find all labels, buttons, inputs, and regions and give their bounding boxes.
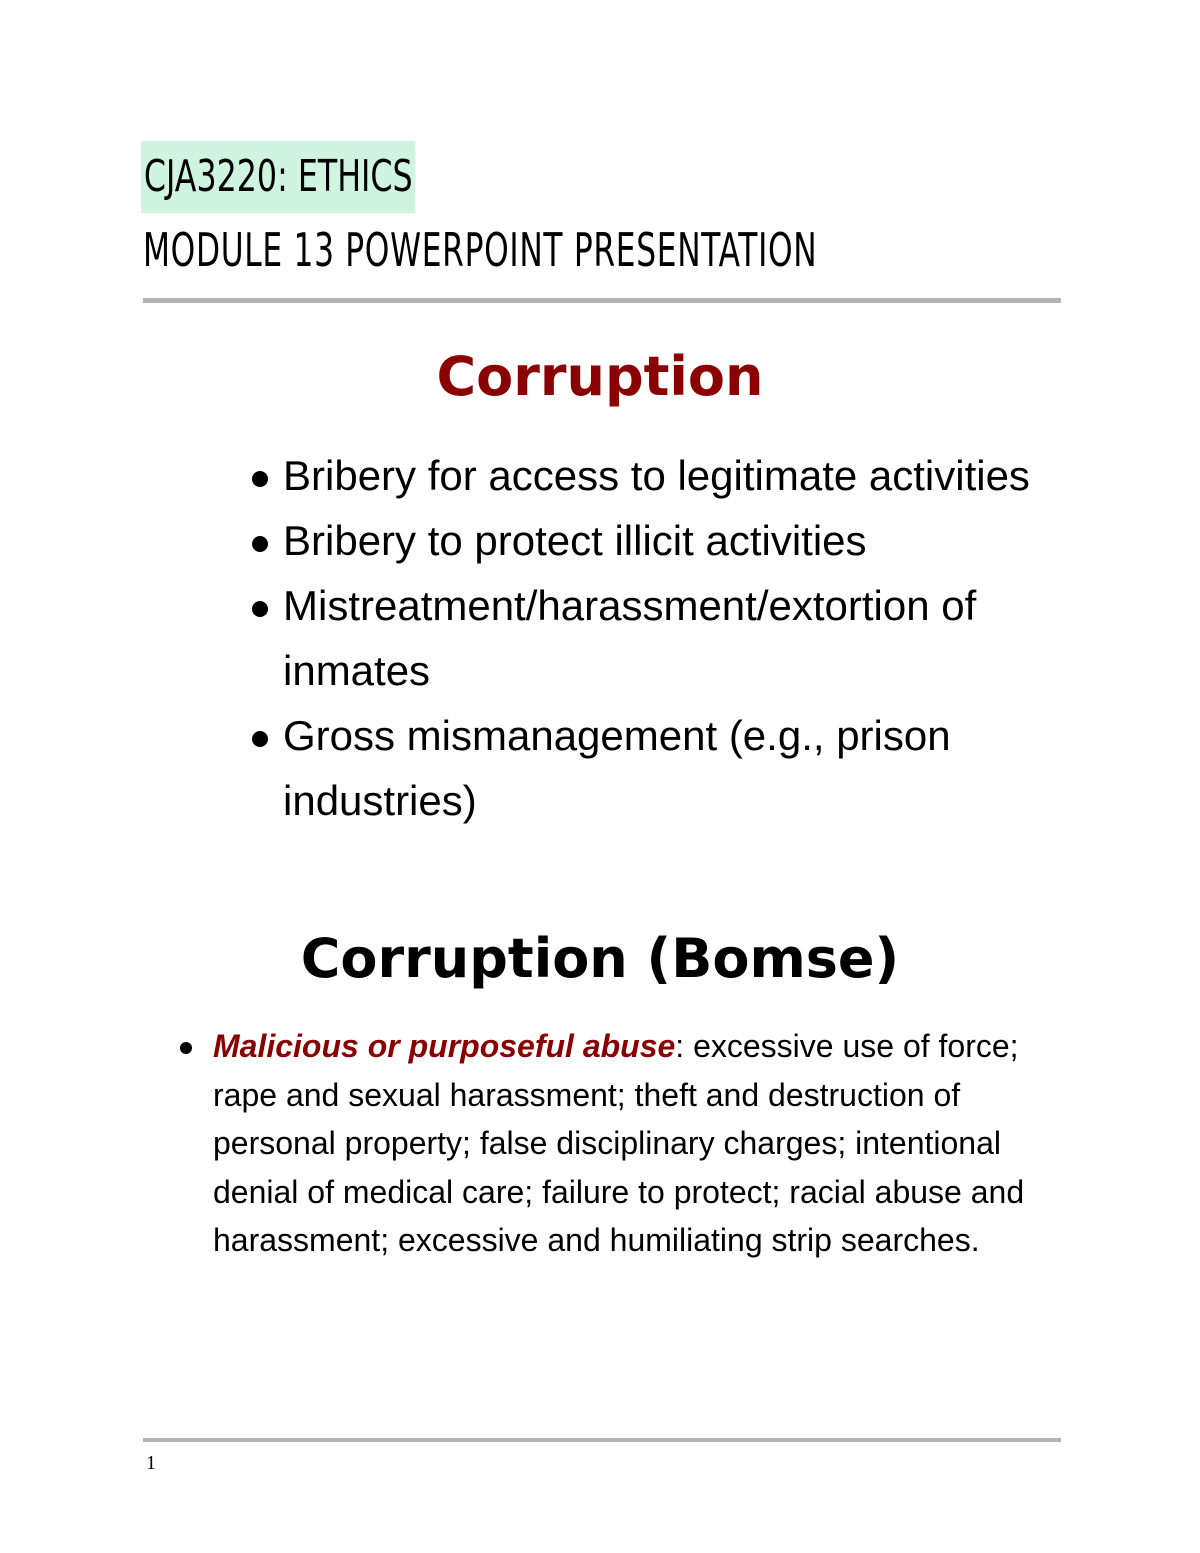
page-number: 1 — [146, 1452, 156, 1474]
list-item: Gross mismanagement (e.g., prison industries) — [250, 703, 1050, 833]
section-heading-corruption: Corruption — [436, 345, 764, 408]
term-separator: : — [675, 1028, 685, 1064]
corruption-list — [250, 443, 1050, 833]
list-item: Mistreatment/harassment/extortion of inmates — [250, 573, 1050, 703]
module-title: MODULE 13 POWERPOINT PRESENTATION — [143, 223, 818, 277]
abuse-description: excessive use of force; rape and sexual harassment; theft and destruction of personal property; false disciplinary charges; intentional denial of medical care; failure to protect; racial abuse and harassment; excessive and humiliating strip searches. — [213, 1028, 1025, 1258]
section-heading-corruption-bomse: Corruption (Bomse) — [300, 927, 900, 990]
footer-divider — [143, 1438, 1061, 1442]
bomse-list — [178, 1022, 1038, 1265]
course-title: CJA3220: ETHICS — [141, 141, 415, 213]
list-item: Bribery to protect illicit activities — [250, 508, 1050, 573]
header-divider — [143, 298, 1061, 303]
abuse-term: Malicious or purposeful abuse — [213, 1028, 676, 1064]
list-item — [178, 1022, 1038, 1265]
list-item: Bribery for access to legitimate activities — [250, 443, 1050, 508]
